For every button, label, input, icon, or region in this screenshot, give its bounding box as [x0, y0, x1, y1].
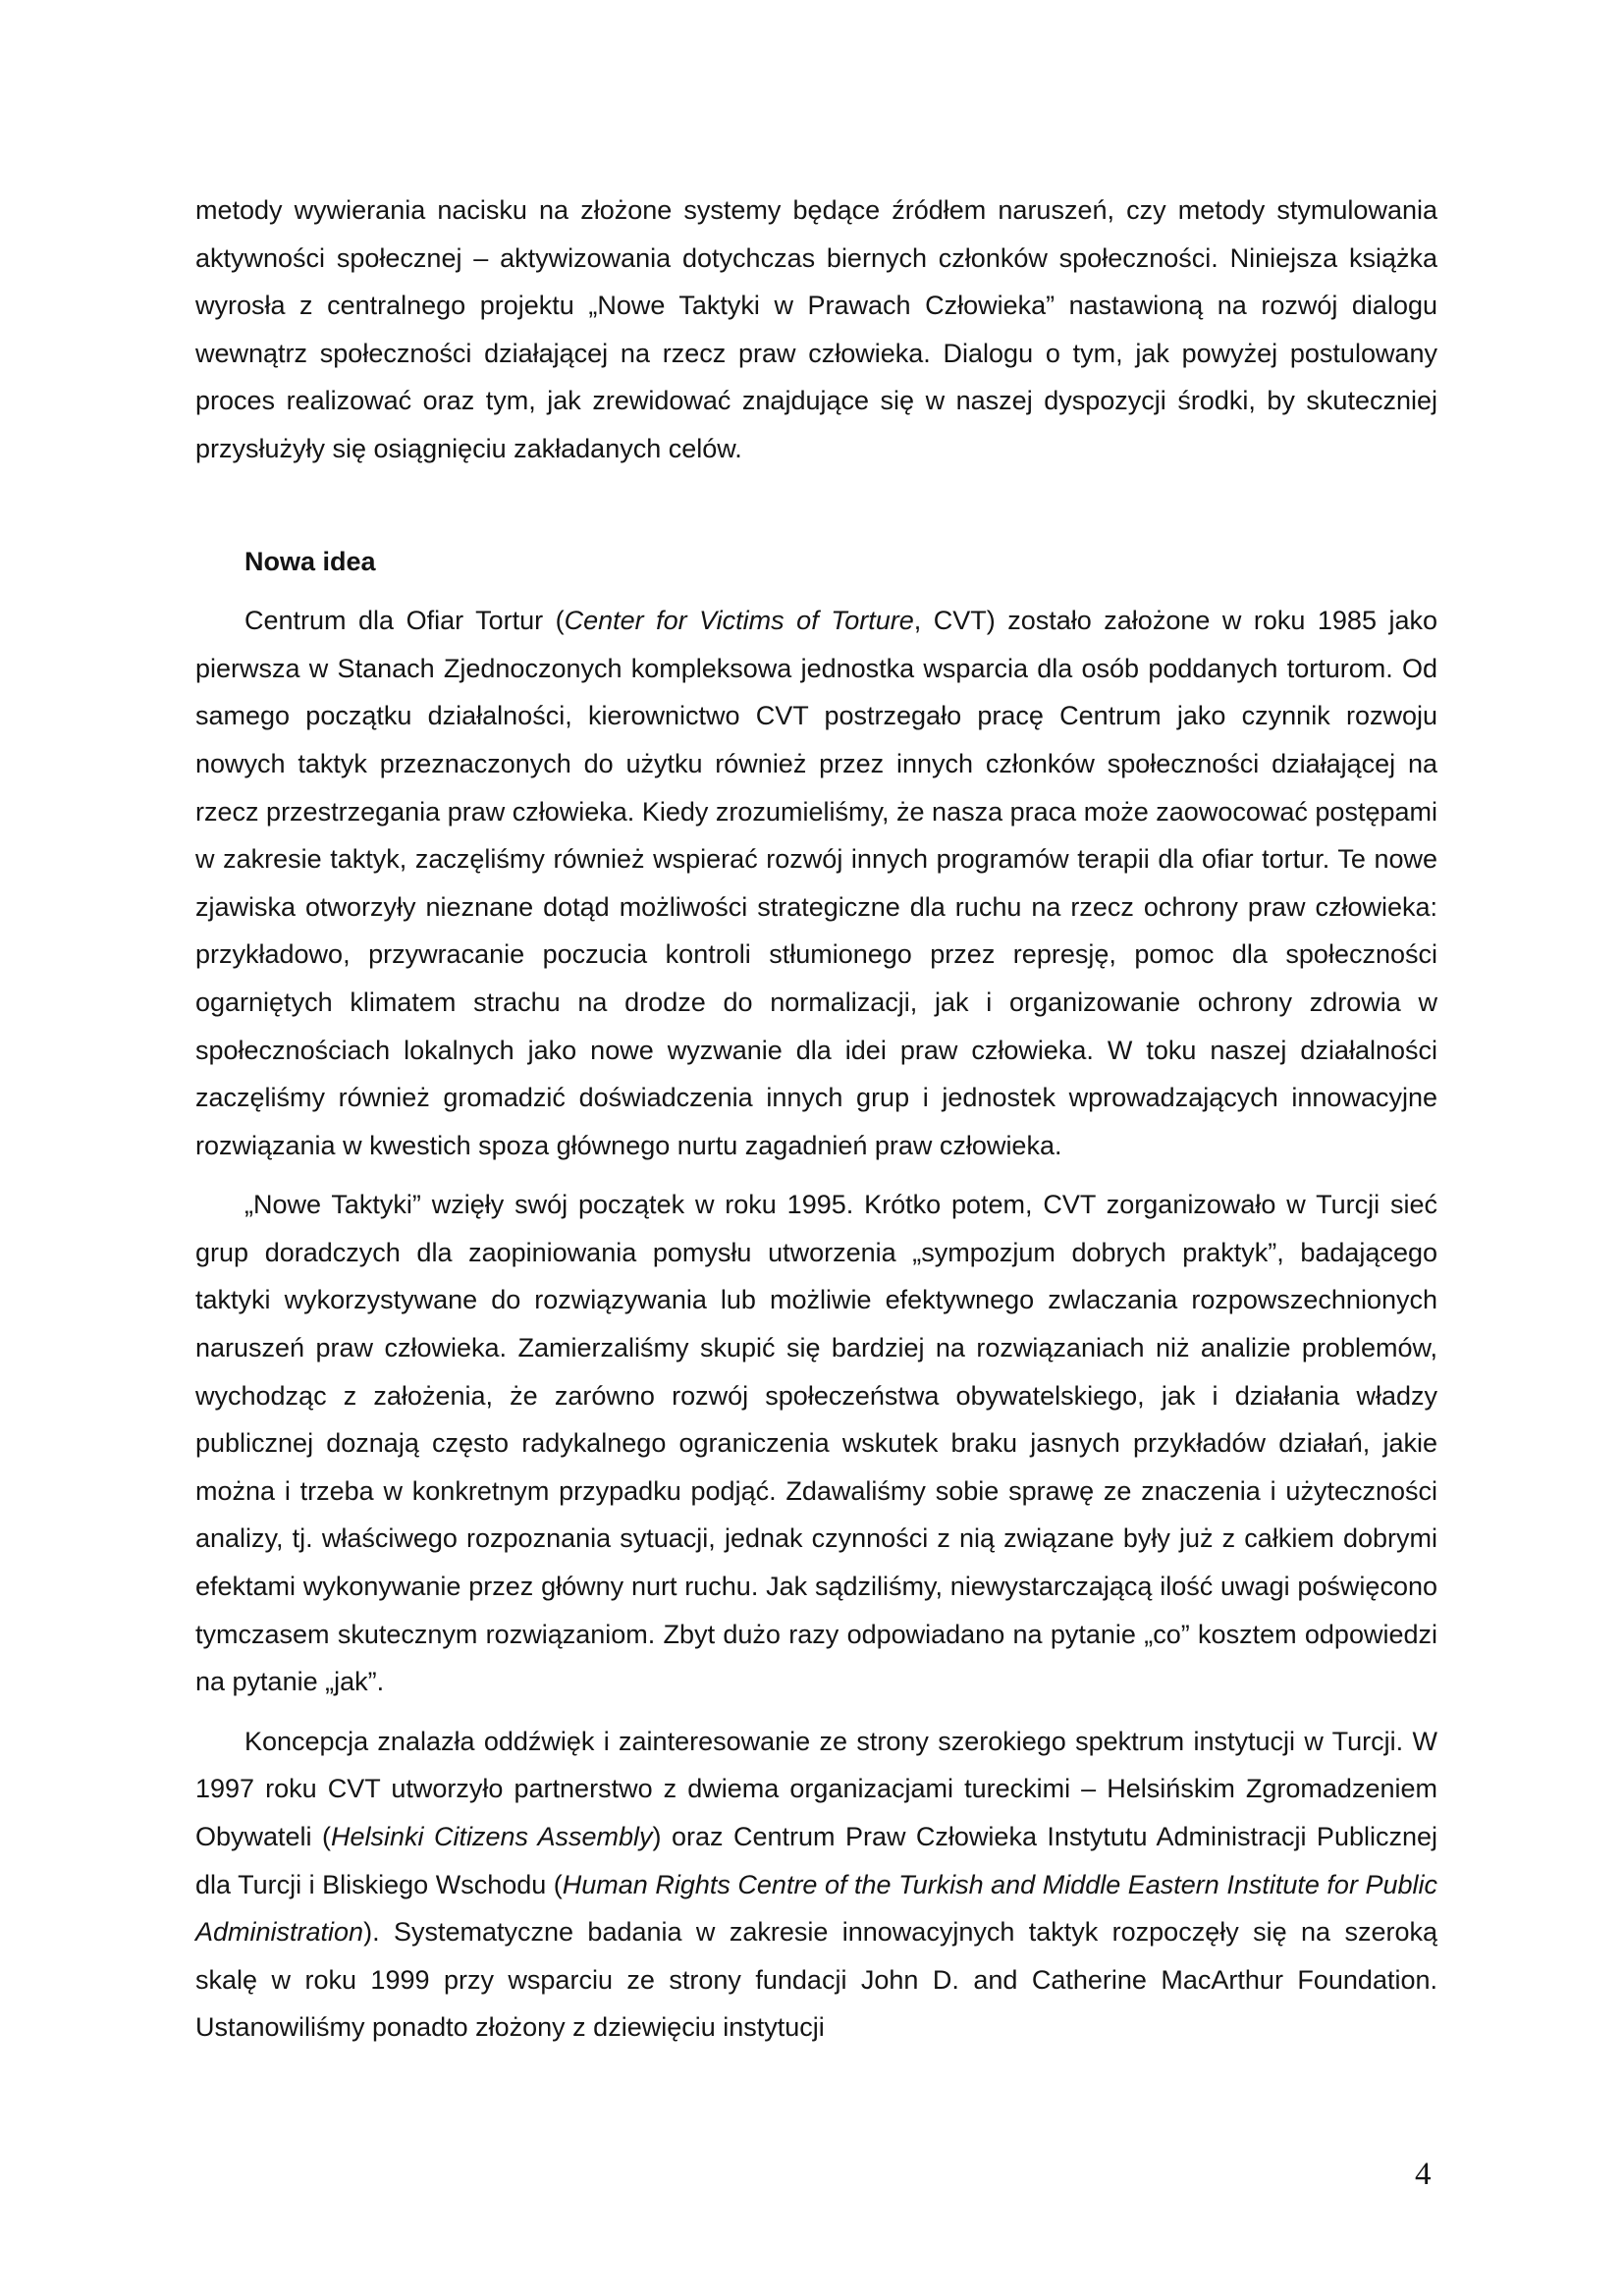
section-spacer	[195, 473, 1437, 538]
paragraph-1-text-a: Centrum dla Ofiar Tortur (	[244, 606, 565, 636]
body-paragraph-2: „Nowe Taktyki” wzięły swój początek w roku 1995. Krótko potem, CVT zorganizowało w Turcji sieć grup doradczych dla zaopiniowania pomysłu utworzenia „sympozjum dobrych praktyk”, badającego taktyki wykorzystywane do rozwiązywania lub możliwie efektywnego zwlaczania rozpowszechnionych naruszeń praw człowieka. Zamierzaliśmy skupić się bardziej na rozwiązaniach niż analizie problemów, wychodząc z założenia, że zarówno rozwój społeczeństwa obywatelskiego, jak i działania władzy publicznej doznają często radykalnego ograniczenia wskutek braku jasnych przykładów działań, jakie można i trzeba w konkretnym przypadku podjąć. Zdawaliśmy sobie sprawę ze znaczenia i użyteczności analizy, tj. właściwego rozpoznania sytuacji, jednak czynności z nią związane były już z całkiem dobrymi efektami wykonywanie przez główny nurt ruchu. Jak sądziliśmy, niewystarczającą ilość uwagi poświęcono tymczasem skutecznym rozwiązaniom. Zbyt dużo razy odpowiadano na pytanie „co” kosztem odpowiedzi na pytanie „jak”.	[195, 1190, 1437, 1697]
paragraph-3-italic-a: Helsinki Citizens Assembly	[331, 1822, 653, 1851]
body-paragraph-3	[195, 1718, 1437, 2052]
intro-paragraph: metody wywierania nacisku na złożone systemy będące źródłem naruszeń, czy metody stymulowania aktywności społecznej – aktywizowania dotychczas biernych członków społeczności. Niniejsza książka wyrosła z centralnego projektu „Nowe Taktyki w Prawach Człowieka” nastawioną na rozwój dialogu wewnątrz społeczności działającej na rzecz praw człowieka. Dialogu o tym, jak powyżej postulowany proces realizować oraz tym, jak zrewidować znajdujące się w naszej dyspozycji środki, by skuteczniej przysłużyły się osiągnięciu zakładanych celów.	[195, 195, 1437, 463]
body-paragraph-1	[195, 597, 1437, 1169]
paragraph-1-italic-a: Center for Victims of Torture	[564, 606, 914, 636]
document-body	[195, 187, 1437, 2052]
paragraph-3-text-b: ) oraz Centrum Praw Człowieka Instytutu Administracji Publicznej dla Turcji i Bliskiego Wschodu (	[195, 1822, 1438, 1899]
section-heading: Nowa idea	[244, 546, 376, 576]
paragraph-1-text-b: , CVT) zostało założone w roku 1985 jako pierwsza w Stanach Zjednoczonych kompleksowa jednostka wsparcia dla osób poddanych torturom. Od samego początku działalności, kierownictwo CVT postrzegało pracę Centrum jako czynnik rozwoju nowych taktyk przeznaczonych do użytku również przez innych członków społeczności działającej na rzecz przestrzegania praw człowieka. Kiedy zrozumieliśmy, że nasza praca może zaowocować postępami w zakresie taktyk, zaczęliśmy również wspierać rozwój innych programów terapii dla ofiar tortur. Te nowe zjawiska otworzyły nieznane dotąd możliwości strategiczne dla ruchu na rzecz ochrony praw człowieka: przykładowo, przywracanie poczucia kontroli stłumionego przez represję, pomoc dla społeczności ogarniętych klimatem strachu na drodze do normalizacji, jak i organizowanie ochrony zdrowia w społecznościach lokalnych jako nowe wyzwanie dla idei praw człowieka. W toku naszej działalności zaczęliśmy również gromadzić doświadczenia innych grup i jednostek wprowadzających innowacyjne rozwiązania w kwestich spoza głównego nurtu zagadnień praw człowieka.	[195, 606, 1437, 1160]
paragraph-3-text-c: ). Systematyczne badania w zakresie innowacyjnych taktyk rozpoczęły się na szeroką skalę w roku 1999 przy wsparciu ze strony fundacji John D. and Catherine MacArthur Foundation. Ustanowiliśmy ponadto złożony z dziewięciu instytucji	[195, 1917, 1437, 2043]
paragraph-3-text-a: Koncepcja znalazła oddźwięk i zainteresowanie ze strony szerokiego spektrum instytucji w Turcji. W 1997 roku CVT utworzyło partnerstwo z dwiema organizacjami tureckimi – Helsińskim Zgromadzeniem Obywateli (	[195, 1726, 1437, 1851]
paragraph-3-italic-b: Human Rights Centre of the Turkish and Middle Eastern Institute for Public Administration	[195, 1869, 1438, 1948]
page-number: 4	[1415, 2157, 1432, 2192]
